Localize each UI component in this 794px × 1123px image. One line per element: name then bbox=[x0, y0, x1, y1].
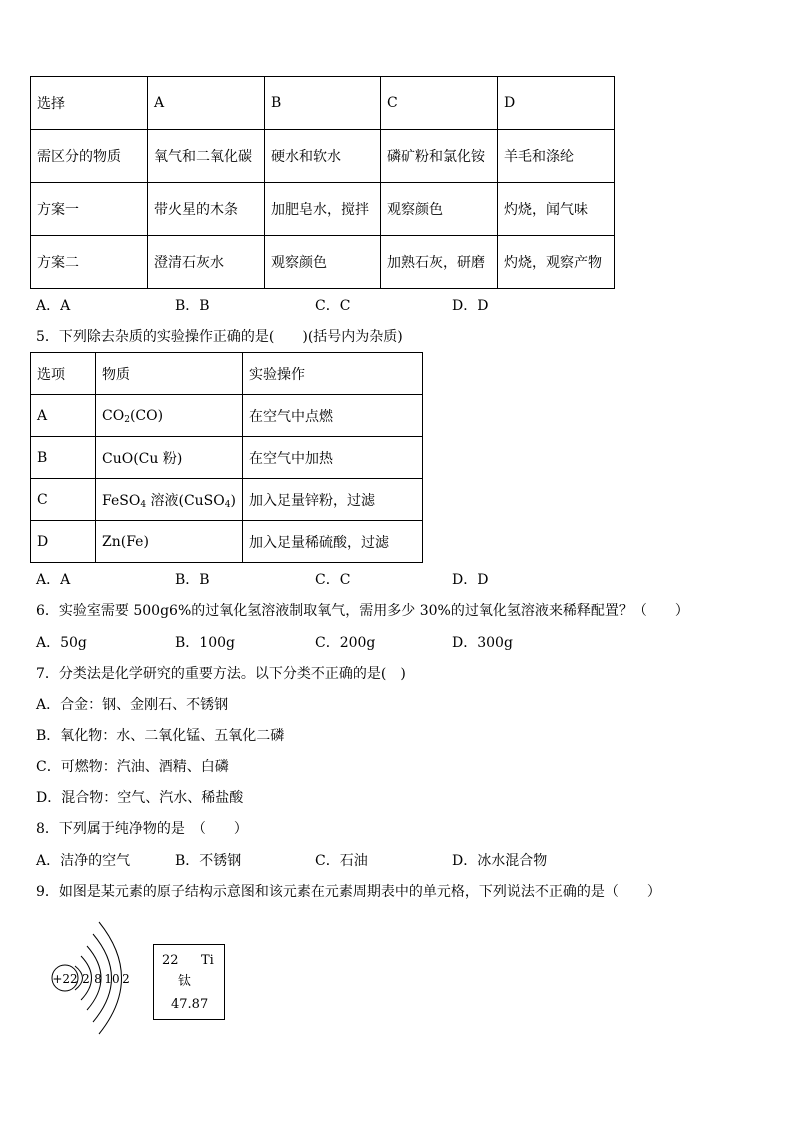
table-cell: 澄清石灰水 bbox=[148, 236, 265, 289]
table-cell: 磷矿粉和氯化铵 bbox=[381, 130, 498, 183]
option-c[interactable]: C．可燃物：汽油、酒精、白磷 bbox=[36, 759, 229, 775]
table-row bbox=[31, 437, 423, 479]
table-cell: 方案一 bbox=[31, 183, 148, 236]
periodic-table-cell bbox=[153, 944, 225, 1020]
table-cell: 带火星的木条 bbox=[148, 183, 265, 236]
table-cell: 实验操作 bbox=[242, 353, 422, 395]
table-cell: 在空气中加热 bbox=[242, 437, 422, 479]
table-cell: 灼烧，观察产物 bbox=[498, 236, 615, 289]
option-b[interactable]: B．氧化物：水、二氧化锰、五氧化二磷 bbox=[36, 728, 285, 744]
table-cell: 物质 bbox=[96, 353, 243, 395]
table-row bbox=[31, 521, 423, 563]
table-cell: 需区分的物质 bbox=[31, 130, 148, 183]
table-cell: 加肥皂水，搅拌 bbox=[265, 183, 381, 236]
atomic-mass: 47.87 bbox=[171, 997, 209, 1012]
table-cell: 加入足量锌粉，过滤 bbox=[242, 479, 422, 521]
table-cell: B bbox=[265, 77, 381, 130]
table-cell: 选择 bbox=[31, 77, 148, 130]
option-c[interactable]: C．C bbox=[315, 298, 351, 314]
table-cell: Zn(Fe) bbox=[96, 521, 243, 563]
formula-text: (CO) bbox=[129, 407, 164, 424]
atom-structure-diagram bbox=[44, 916, 144, 1040]
impurity-table bbox=[30, 352, 423, 563]
table-row bbox=[31, 479, 423, 521]
option-d[interactable]: D．300g bbox=[452, 635, 513, 651]
option-d[interactable]: D．混合物：空气、汽水、稀盐酸 bbox=[36, 790, 244, 806]
table-cell: CuO(Cu 粉) bbox=[96, 437, 243, 479]
table-cell: 观察颜色 bbox=[265, 236, 381, 289]
table-cell: 羊毛和涤纶 bbox=[498, 130, 615, 183]
option-b[interactable]: B．B bbox=[175, 572, 210, 588]
formula-text: FeSO bbox=[102, 492, 141, 509]
shell-count-4: 2 bbox=[122, 972, 130, 986]
table-row bbox=[31, 130, 615, 183]
question-8-stem: 8．下列属于纯净物的是 （ ） bbox=[36, 821, 248, 837]
option-d[interactable]: D．D bbox=[452, 572, 489, 588]
element-symbol: Ti bbox=[201, 953, 214, 968]
option-c[interactable]: C．石油 bbox=[315, 853, 368, 869]
table-cell: 方案二 bbox=[31, 236, 148, 289]
table-cell bbox=[96, 395, 243, 437]
question-5-stem: 5．下列除去杂质的实验操作正确的是( )(括号内为杂质) bbox=[36, 329, 403, 345]
option-d[interactable]: D．D bbox=[452, 298, 489, 314]
table-row bbox=[31, 183, 615, 236]
option-a[interactable]: A．A bbox=[36, 298, 71, 314]
shell-count-1: 2 bbox=[82, 972, 90, 986]
table-cell: D bbox=[31, 521, 96, 563]
atomic-number: 22 bbox=[162, 953, 179, 968]
table-cell: 加入足量稀硫酸，过滤 bbox=[242, 521, 422, 563]
option-d[interactable]: D．冰水混合物 bbox=[452, 853, 548, 869]
table-row bbox=[31, 353, 423, 395]
table-cell: 选项 bbox=[31, 353, 96, 395]
shell-count-3: 10 bbox=[104, 972, 120, 986]
table-row bbox=[31, 236, 615, 289]
option-a[interactable]: A．洁净的空气 bbox=[36, 853, 131, 869]
table-cell: 观察颜色 bbox=[381, 183, 498, 236]
table-row bbox=[31, 77, 615, 130]
option-b[interactable]: B．B bbox=[175, 298, 210, 314]
table-cell: 加熟石灰，研磨 bbox=[381, 236, 498, 289]
table-cell: A bbox=[31, 395, 96, 437]
shell-count-2: 8 bbox=[94, 972, 102, 986]
table-cell: 硬水和软水 bbox=[265, 130, 381, 183]
nucleus-charge: +22 bbox=[52, 972, 78, 986]
table-cell: 灼烧，闻气味 bbox=[498, 183, 615, 236]
option-a[interactable]: A．合金：钢、金刚石、不锈钢 bbox=[36, 697, 229, 713]
option-c[interactable]: C．C bbox=[315, 572, 351, 588]
table-row bbox=[31, 395, 423, 437]
table-cell: A bbox=[148, 77, 265, 130]
question-7-stem: 7．分类法是化学研究的重要方法。以下分类不正确的是( ) bbox=[36, 666, 406, 682]
option-b[interactable]: B．不锈钢 bbox=[175, 853, 242, 869]
table-cell: B bbox=[31, 437, 96, 479]
formula-text: ) bbox=[230, 492, 236, 509]
table-cell: C bbox=[381, 77, 498, 130]
option-a[interactable]: A．A bbox=[36, 572, 71, 588]
formula-subscript: 4 bbox=[140, 499, 147, 510]
option-c[interactable]: C．200g bbox=[315, 635, 376, 651]
table-cell: 氧气和二氧化碳 bbox=[148, 130, 265, 183]
comparison-table bbox=[30, 76, 615, 289]
formula-subscript: 2 bbox=[124, 414, 130, 425]
table-cell: D bbox=[498, 77, 615, 130]
table-cell: 在空气中点燃 bbox=[242, 395, 422, 437]
formula-subscript: 4 bbox=[224, 499, 231, 510]
table-cell: C bbox=[31, 479, 96, 521]
table-cell bbox=[96, 479, 243, 521]
formula-text: CO bbox=[102, 407, 125, 424]
question-6-stem: 6．实验室需要 500g6%的过氧化氢溶液制取氧气，需用多少 30%的过氧化氢溶液来稀释配置？（ ） bbox=[36, 603, 689, 619]
element-name: 钛 bbox=[178, 974, 192, 989]
question-9-stem: 9．如图是某元素的原子结构示意图和该元素在元素周期表中的单元格，下列说法不正确的是（ ） bbox=[36, 884, 661, 900]
formula-text: 溶液(CuSO bbox=[146, 492, 225, 509]
option-b[interactable]: B．100g bbox=[175, 635, 235, 651]
option-a[interactable]: A．50g bbox=[36, 635, 87, 651]
